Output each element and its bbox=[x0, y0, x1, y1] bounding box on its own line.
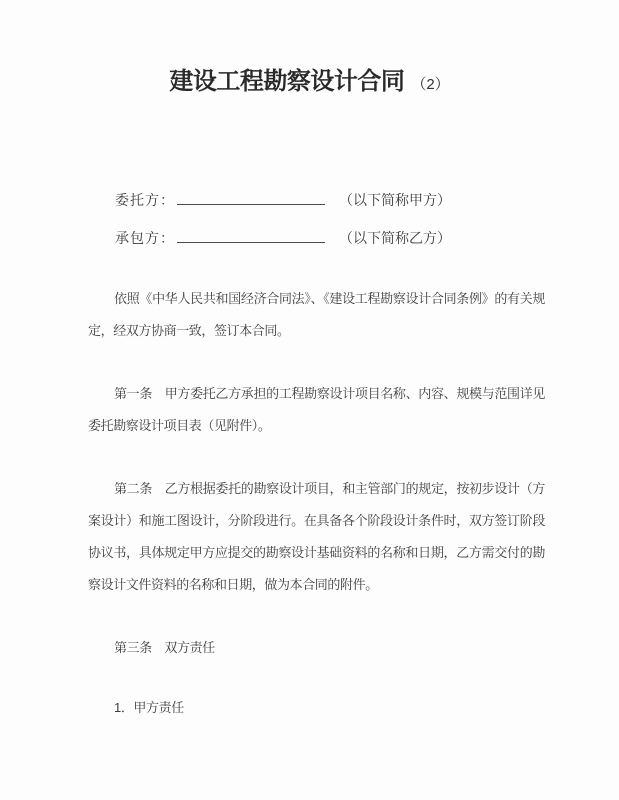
clause-1-party-a-heading: 1．甲方责任 bbox=[114, 700, 184, 715]
contractor-name-blank bbox=[177, 229, 325, 243]
article-3-heading: 第三条 双方责任 bbox=[114, 640, 215, 655]
page-title bbox=[0, 66, 619, 101]
page-title-text: 建设工程勘察设计合同 bbox=[169, 68, 405, 95]
document-body bbox=[0, 181, 619, 724]
contractor-note: （以下简称乙方） bbox=[339, 230, 451, 246]
party-line-contractor bbox=[88, 219, 545, 257]
article-1-paragraph: 第一条 甲方委托乙方承担的工程勘察设计项目名称、内容、规模与范围详见委托勘察设计项目表（见附件）。 bbox=[88, 386, 545, 433]
client-name-blank bbox=[177, 191, 325, 205]
page-title-number: （2） bbox=[411, 76, 450, 93]
preamble-paragraph: 依照《中华人民共和国经济合同法》、《建设工程勘察设计合同条例》的有关规定，经双方协商一致，签订本合同。 bbox=[88, 291, 545, 338]
party-line-client bbox=[88, 181, 545, 219]
client-note: （以下简称甲方） bbox=[339, 192, 451, 208]
article-2-paragraph: 第二条 乙方根据委托的勘察设计项目，和主管部门的规定，按初步设计（方案设计）和施工图设计，分阶段进行。在具备各个阶段设计条件时，双方签订阶段协议书，具体规定甲方应提交的勘察设计基础资料的名称和日期，乙方需交付的勘察设计文件资料的名称和日期，做为本合同的附件。 bbox=[88, 481, 545, 592]
client-label: 委托方： bbox=[115, 192, 175, 208]
parties-section bbox=[88, 181, 545, 257]
contractor-label: 承包方： bbox=[115, 230, 175, 246]
